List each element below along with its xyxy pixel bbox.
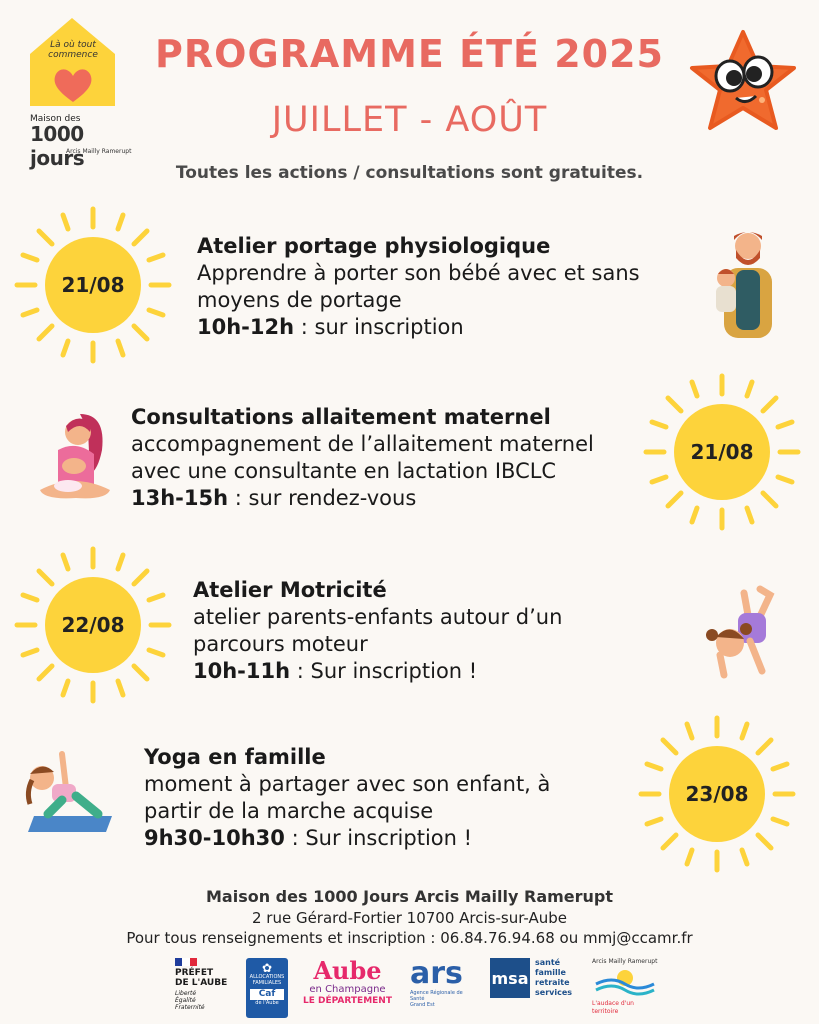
sun-date-1 [13,205,173,365]
child-cartwheel-illustration [700,585,780,680]
event-date: 23/08 [685,782,749,806]
footer-organization: Maison des 1000 Jours Arcis Mailly Ramerupt [205,887,614,906]
logo-line3: Arcis Mailly Ramerupt [66,148,132,155]
event-time-line [144,825,550,852]
aube-line2: en Champagne [309,984,386,995]
sun-date-4 [637,714,797,874]
event-3 [193,577,562,685]
prefet-motto: Fraternité [175,1004,205,1011]
caf-line3: Caf [250,989,284,1000]
ccamr-logo [592,958,662,1018]
mother-breastfeeding-illustration [36,410,114,502]
ars-logo [410,958,476,1018]
event-1 [197,233,640,341]
logo-line2-text: 1000 jours [30,122,85,170]
caf-line4: de l'Aube [255,1000,279,1006]
logo-line1: Maison des [30,114,81,124]
msa-line5: services [535,988,573,997]
ccamr-waves-icon [592,966,658,996]
event-note: : Sur inscription ! [284,826,473,850]
event-note: : sur inscription [294,315,464,339]
footer-contact: Pour tous renseignements et inscription : 06.84.76.94.68 ou mmj@ccamr.fr [126,929,693,947]
event-time: 13h-15h [131,486,229,510]
footer-address: 2 rue Gérard-Fortier 10700 Arcis-sur-Aube [251,909,568,927]
event-time: 10h-11h [193,659,291,683]
event-time: 9h30-10h30 [144,826,285,850]
ars-line3: Grand Est [410,1002,435,1008]
french-flag-icon [175,958,197,966]
event-description: avec une consultante en lactation IBCLC [131,459,557,483]
aube-line3: LE DÉPARTEMENT [303,996,392,1006]
prefet-aube-logo [175,958,230,1018]
msa-line3: famille [535,968,566,977]
msa-line1: msa [490,958,530,998]
event-title: Consultations allaitement maternel [131,405,551,429]
event-description: moyens de portage [197,288,402,312]
star-mascot-icon [688,28,798,140]
page-title: PROGRAMME ÉTÉ 2025 [155,32,664,76]
logo-tagline: Là où tout commence [48,40,98,60]
father-babywearing-illustration [712,228,777,338]
event-time-line [193,658,562,685]
event-time-line [197,314,640,341]
event-note: : Sur inscription ! [290,659,478,683]
caf-line1: ALLOCATIONS [249,974,285,980]
event-title: Atelier portage physiologique [197,234,551,258]
event-date: 21/08 [690,440,754,464]
event-date: 21/08 [61,273,125,297]
msa-line2: santé [535,958,561,967]
caf-logo [246,958,288,1018]
aube-departement-logo [300,958,395,1018]
event-description: Apprendre à porter son bébé avec et sans [197,261,640,285]
msa-line4: retraite [535,978,570,987]
event-description: moment à partager avec son enfant, à [144,772,551,796]
intro-text: Toutes les actions / consultations sont gratuites. [175,163,644,183]
ccamr-line2: L'audace d'un territoire [592,1000,634,1015]
sun-date-2 [642,372,802,532]
ars-line1: ars [410,956,463,991]
caf-emblem-icon: ✿ [261,961,273,975]
child-yoga-illustration [22,748,118,836]
event-4 [144,744,550,852]
event-description: atelier parents-enfants autour d’un [193,605,563,629]
event-2 [131,404,594,512]
event-description: partir de la marche acquise [144,799,434,823]
event-date: 22/08 [61,613,125,637]
event-title: Yoga en famille [144,745,326,769]
ccamr-line1: Arcis Mailly Ramerupt [592,958,658,965]
caf-line2: FAMILIALES [252,980,282,986]
event-time-line [131,485,594,512]
sun-date-3 [13,545,173,705]
msa-logo [490,958,580,1018]
aube-line1: Aube [313,956,382,985]
prefet-line1: PRÉFET [175,968,214,978]
ars-line2: Agence Régionale de Santé [410,990,463,1002]
event-description: accompagnement de l’allaitement maternel [131,432,594,456]
event-description: parcours moteur [193,632,368,656]
event-title: Atelier Motricité [193,578,387,602]
prefet-motto: Égalité [175,997,196,1004]
prefet-motto: Liberté [175,990,197,997]
prefet-line2: DE L'AUBE [175,978,228,988]
page-subtitle: JUILLET - AOÛT [271,100,548,140]
event-note: : sur rendez-vous [228,486,417,510]
event-time: 10h-12h [197,315,295,339]
